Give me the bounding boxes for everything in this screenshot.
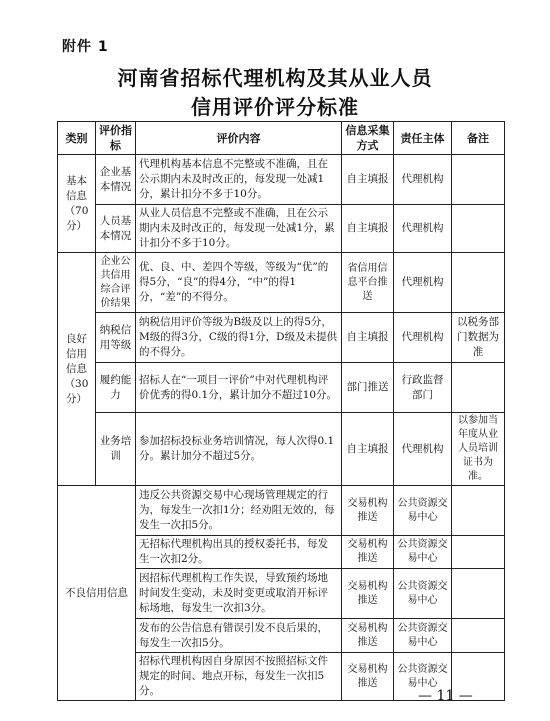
row-subject: 公共资源交易中心: [394, 653, 452, 701]
row-content: 纳税信用评价等级为B级及以上的得5分，M级的得3分，C级的得1分，D级及未提供的不得分。: [136, 313, 342, 363]
row-remarks: [452, 536, 505, 569]
page-number: — 11 —: [418, 688, 473, 704]
row-indicator: 企业基本情况: [96, 155, 136, 205]
row-collection: 自主填报: [342, 205, 394, 253]
row-subject: 代理机构: [394, 413, 452, 486]
row-content: 违反公共资源交易中心现场管理规定的行为，每发生一次扣1分；经劝阻无效的，每发生一次扣5分。: [136, 486, 342, 536]
table-row: [58, 363, 505, 413]
row-collection: 交易机构推送: [342, 569, 394, 619]
row-content: 因招标代理机构工作失误，导致预约场地时间发生变动，未及时变更或取消开标评标场地，每发生一次扣3分。: [136, 569, 342, 619]
header-content: 评价内容: [136, 122, 342, 155]
header-indicator: 评价指标: [96, 122, 136, 155]
row-subject: 公共资源交易中心: [394, 536, 452, 569]
row-subject: 公共资源交易中心: [394, 486, 452, 536]
header-collection: 信息采集方式: [342, 122, 394, 155]
row-subject: 代理机构: [394, 205, 452, 253]
row-remarks: 以参加当年度从业人员培训证书为准。: [452, 413, 505, 486]
row-collection: 自主填报: [342, 155, 394, 205]
table-row: [58, 486, 505, 536]
row-collection: 交易机构推送: [342, 653, 394, 701]
header-remarks: 备注: [452, 122, 505, 155]
row-content: 招标人在“一项目一评价”中对代理机构评价优秀的得0.1分，累计加分不超过10分。: [136, 363, 342, 413]
row-content: 招标代理机构因自身原因不按照招标文件规定的时间、地点开标，每发生一次扣5分。: [136, 653, 342, 701]
scoring-standard-table: [57, 121, 505, 701]
row-collection: 省信用信息平台推送: [342, 253, 394, 313]
row-content: 发布的公告信息有错误引发不良后果的，每发生一次扣5分。: [136, 619, 342, 653]
table-row: [58, 313, 505, 363]
row-subject: 公共资源交易中心: [394, 619, 452, 653]
row-content: 优、良、中、差四个等级，等级为“优”的得5分，“良”的得4分，“中”的得1分，“差”的不得分。: [136, 253, 342, 313]
page-title-line2: 信用评价评分标准: [191, 95, 359, 119]
row-content: 从业人员信息不完整或不准确，且在公示期内未及时改正的，每发现一处减1分，累计扣分不多于10分。: [136, 205, 342, 253]
row-collection: 交易机构推送: [342, 536, 394, 569]
row-collection: 交易机构推送: [342, 486, 394, 536]
row-collection: 交易机构推送: [342, 619, 394, 653]
row-indicator: 人员基本情况: [96, 205, 136, 253]
row-collection: 部门推送: [342, 363, 394, 413]
header-subject: 责任主体: [394, 122, 452, 155]
row-remarks: [452, 253, 505, 313]
table-row: [58, 155, 505, 205]
row-remarks: [452, 569, 505, 619]
row-content: 无招标代理机构出具的授权委托书，每发生一次扣2分。: [136, 536, 342, 569]
row-remarks: [452, 363, 505, 413]
row-collection: 自主填报: [342, 313, 394, 363]
table-row: [58, 205, 505, 253]
row-remarks: 以税务部门数据为准: [452, 313, 505, 363]
table-header-row: [58, 122, 505, 155]
annex-label: 附件 1: [62, 39, 109, 55]
row-remarks: [452, 619, 505, 653]
row-remarks: [452, 205, 505, 253]
row-indicator: 业务培训: [96, 413, 136, 486]
row-indicator: 履约能力: [96, 363, 136, 413]
row-indicator: 企业公共信用综合评价结果: [96, 253, 136, 313]
group-basic: 基本信息（70分）: [58, 155, 96, 253]
row-subject: 代理机构: [394, 253, 452, 313]
row-subject: 公共资源交易中心: [394, 569, 452, 619]
row-content: 代理机构基本信息不完整或不准确，且在公示期内未及时改正的，每发现一处减1分，累计扣分不多于10分。: [136, 155, 342, 205]
group-bad: 不良信用信息: [58, 486, 136, 701]
row-subject: 行政监督部门: [394, 363, 452, 413]
row-collection: 自主填报: [342, 413, 394, 486]
row-indicator: 纳税信用等级: [96, 313, 136, 363]
row-remarks: [452, 486, 505, 536]
row-subject: 代理机构: [394, 155, 452, 205]
page-title-line1: 河南省招标代理机构及其从业人员: [117, 66, 433, 90]
row-subject: 代理机构: [394, 313, 452, 363]
row-content: 参加招标投标业务培训情况，每人次得0.1分。累计加分不超过5分。: [136, 413, 342, 486]
table-row: [58, 253, 505, 313]
header-category: 类别: [58, 122, 96, 155]
row-remarks: [452, 155, 505, 205]
group-good: 良好信用信息（30分）: [58, 253, 96, 486]
table-row: [58, 413, 505, 486]
